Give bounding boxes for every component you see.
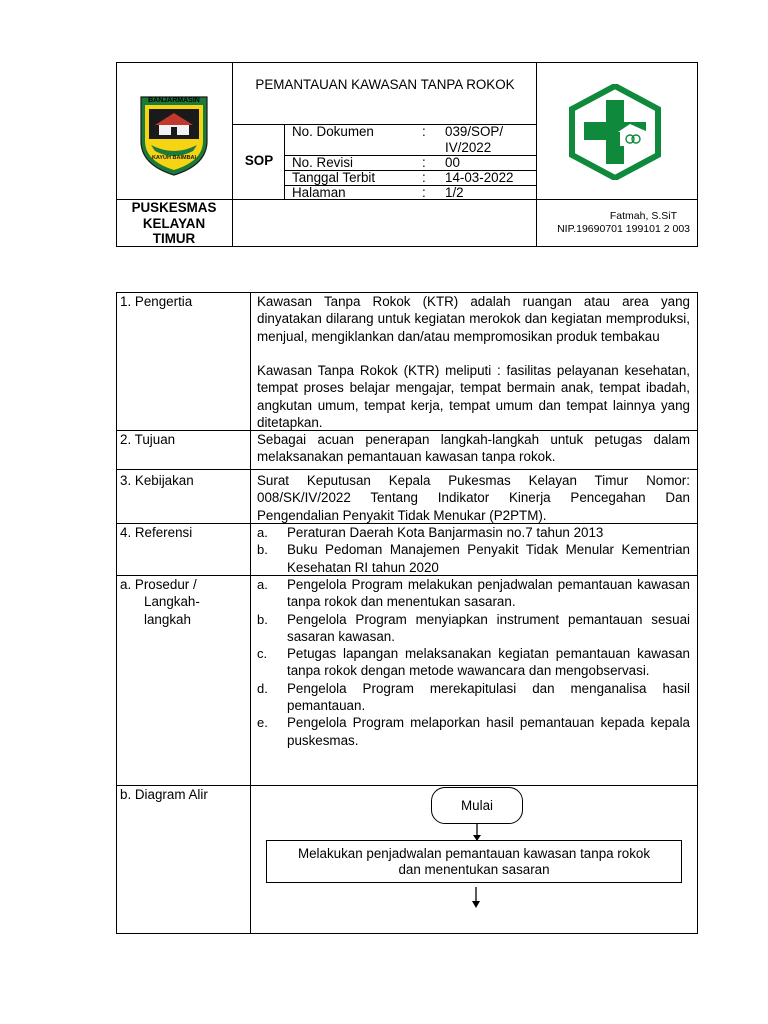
- list-marker: b.: [257, 542, 268, 558]
- pengertian-paragraph-1: Kawasan Tanpa Rokok (KTR) adalah ruangan atau area yang dinyatakan dilarang untuk kegiatan merokok dan kegiatan memproduksi, menjual, mengiklankan dan/atau mempromosikan produk tembakau: [257, 294, 690, 344]
- meta-label-dokumen: No. Dokumen: [292, 124, 374, 139]
- section-label-prosedur: [120, 576, 248, 628]
- meta-sep: :: [422, 185, 426, 200]
- signer-name: Fatmah, S.SiT: [609, 210, 677, 222]
- flow-arrow: [469, 887, 483, 909]
- meta-value-tanggal: 14-03-2022: [445, 170, 514, 185]
- tujuan-text: Sebagai acuan penerapan langkah-langkah untuk petugas dalam melaksanakan pemantauan kawasan tanpa rokok.: [257, 432, 690, 465]
- list-item-text: Petugas lapangan melaksanakan kegiatan pemantauan kawasan tanpa rokok dengan metode wawancara dan mengobservasi.: [287, 646, 690, 679]
- city-crest-logo: [137, 91, 211, 177]
- meta-sep: :: [422, 155, 426, 170]
- list-item-text: Pengelola Program melaporkan hasil pemantauan kepada kepala puskesmas.: [287, 715, 690, 748]
- flowchart-start-terminal: Mulai: [431, 787, 523, 824]
- meta-value-dokumen: 039/SOP/ IV/2022: [445, 124, 504, 155]
- list-marker: d.: [257, 680, 268, 696]
- list-item: [257, 714, 690, 749]
- meta-label-halaman: Halaman: [292, 185, 346, 200]
- list-item: [257, 645, 690, 680]
- list-item-text: Pengelola Program menyiapkan instrument pemantauan sesuai sasaran kawasan.: [287, 611, 690, 644]
- kebijakan-text: Surat Keputusan Kepala Pukesmas Kelayan Timur Nomor: 008/SK/IV/2022 Tentang Indikator Kinerja Pencegahan Dan Pengendalian Penyakit Tidak Menukar (P2PTM).: [257, 473, 690, 523]
- referensi-list: [257, 524, 690, 576]
- organization-name: PUSKESMAS KELAYAN TIMUR: [131, 200, 217, 246]
- list-item-text: Peraturan Daerah Kota Banjarmasin no.7 tahun 2013: [287, 525, 604, 540]
- list-item: [257, 541, 690, 576]
- meta-sep: :: [422, 170, 426, 185]
- document-title: PEMANTAUAN KAWASAN TANPA ROKOK: [255, 77, 515, 92]
- section-label-kebijakan: 3. Kebijakan: [120, 473, 194, 488]
- list-item: [257, 576, 690, 611]
- meta-sep: :: [422, 124, 426, 139]
- puskesmas-logo-icon: [568, 84, 662, 180]
- crest-bottom-text: KAYUH BAIMBAI: [151, 155, 197, 161]
- section-label-referensi: 4. Referensi: [120, 525, 193, 540]
- list-marker: b.: [257, 611, 268, 627]
- list-marker: e.: [257, 715, 268, 731]
- list-marker: c.: [257, 646, 268, 662]
- list-marker: a.: [257, 525, 268, 540]
- flowchart-step-penjadwalan: Melakukan penjadwalan pemantauan kawasan tanpa rokok dan menentukan sasaran: [266, 840, 682, 883]
- crest-top-text: BANJARMASIN: [148, 97, 200, 104]
- list-item: [257, 680, 690, 715]
- section-label-prosedur-text: a. Prosedur / Langkah-langkah: [120, 577, 200, 627]
- list-item: [257, 524, 690, 541]
- section-label-pengertian: 1. Pengertia: [120, 294, 193, 309]
- meta-value-revisi: 00: [445, 155, 460, 170]
- prosedur-list: [257, 576, 690, 749]
- meta-value-halaman: 1/2: [445, 185, 464, 200]
- section-label-tujuan: 2. Tujuan: [120, 432, 176, 447]
- list-item: [257, 611, 690, 646]
- signer-nip: NIP.19690701 199101 2 003: [557, 223, 690, 235]
- pengertian-paragraph-2: Kawasan Tanpa Rokok (KTR) meliputi : fasilitas pelayanan kesehatan, tempat proses belajar mengajar, tempat bermain anak, tempat ibadah, angkutan umum, tempat kerja, tempat umum dan tempat lainnya yang ditetapkan.: [257, 363, 690, 430]
- sop-label: SOP: [244, 153, 274, 168]
- list-item-text: Pengelola Program melakukan penjadwalan pemantauan kawasan tanpa rokok dan menentukan sasaran.: [287, 577, 690, 610]
- puskesmas-logo: [568, 84, 662, 180]
- section-label-diagram: b. Diagram Alir: [120, 787, 208, 802]
- list-item-text: Buku Pedoman Manajemen Penyakit Tidak Menular Kementrian Kesehatan RI tahun 2020: [287, 542, 690, 575]
- meta-label-revisi: No. Revisi: [292, 155, 354, 170]
- meta-label-tanggal: Tanggal Terbit: [292, 170, 376, 185]
- list-item-text: Pengelola Program merekapitulasi dan menganalisa hasil pemantauan.: [287, 680, 690, 714]
- list-marker: a.: [257, 577, 268, 592]
